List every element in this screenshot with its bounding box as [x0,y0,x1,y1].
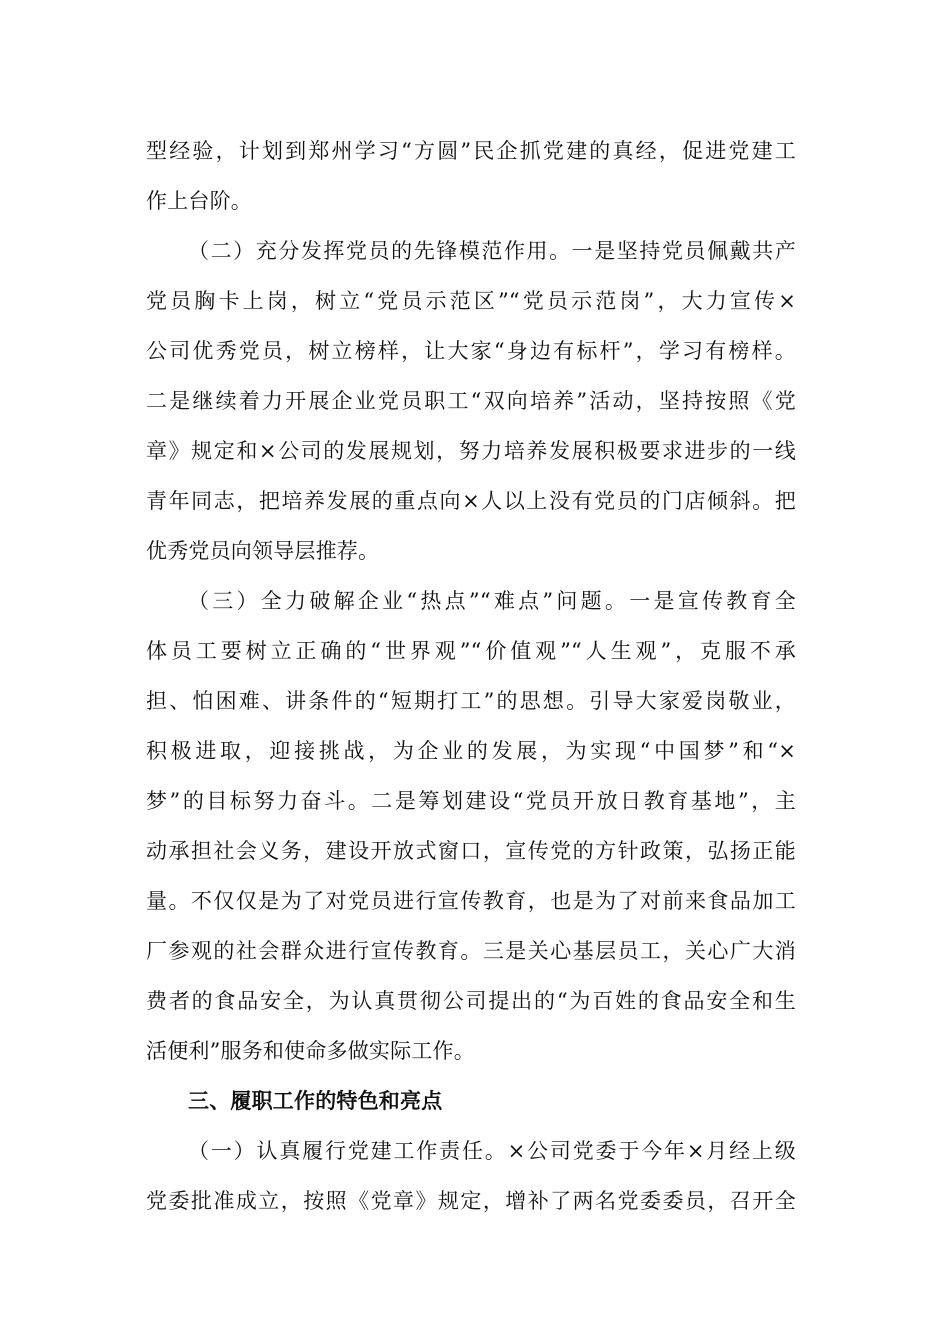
paragraph-line: 活便利”服务和使命多做实际工作。 [146,1039,475,1063]
paragraph-line: 型经验，计划到郑州学习“方圆”民企抓党建的真经，促进党建工 [146,139,796,163]
paragraph-line: 费者的食品安全，为认真贯彻公司提出的“为百姓的食品安全和生 [146,989,796,1013]
paragraph-line: （一）认真履行党建工作责任。×公司党委于今年×月经上级 [188,1139,796,1163]
paragraph-line: 厂参观的社会群众进行宣传教育。三是关心基层员工，关心广大消 [146,939,796,963]
paragraph-line: 党委批准成立，按照《党章》规定，增补了两名党委委员，召开全 [146,1189,796,1213]
paragraph-line: （二）充分发挥党员的先锋模范作用。一是坚持党员佩戴共产 [188,239,796,263]
paragraph-line: 作上台阶。 [146,189,252,213]
paragraph-line: 章》规定和×公司的发展规划，努力培养发展积极要求进步的一线 [146,439,796,463]
section-heading: 三、履职工作的特色和亮点 [188,1088,443,1113]
paragraph-line: 梦”的目标努力奋斗。二是筹划建设“党员开放日教育基地”，主 [146,789,796,813]
paragraph-line: 担、怕困难、讲条件的“短期打工”的思想。引导大家爱岗敬业， [146,689,796,713]
paragraph-line: 青年同志，把培养发展的重点向×人以上没有党员的门店倾斜。把 [146,489,796,513]
paragraph-line: 公司优秀党员，树立榜样，让大家“身边有标杆”，学习有榜样。 [146,339,796,363]
paragraph-line: 二是继续着力开展企业党员职工“双向培养”活动，坚持按照《党 [146,389,796,413]
paragraph-line: （三）全力破解企业“热点”“难点”问题。一是宣传教育全 [188,589,796,613]
paragraph-line: 量。不仅仅是为了对党员进行宣传教育，也是为了对前来食品加工 [146,889,796,913]
paragraph-line: 动承担社会义务，建设开放式窗口，宣传党的方针政策，弘扬正能 [146,839,796,863]
paragraph-line: 优秀党员向领导层推荐。 [146,539,380,563]
paragraph-line: 体员工要树立正确的“世界观”“价值观”“人生观”，克服不承 [146,639,796,663]
paragraph-line: 积极进取，迎接挑战，为企业的发展，为实现“中国梦”和“× [146,739,796,763]
paragraph-line: 党员胸卡上岗，树立“党员示范区”“党员示范岗”，大力宣传× [146,289,796,313]
